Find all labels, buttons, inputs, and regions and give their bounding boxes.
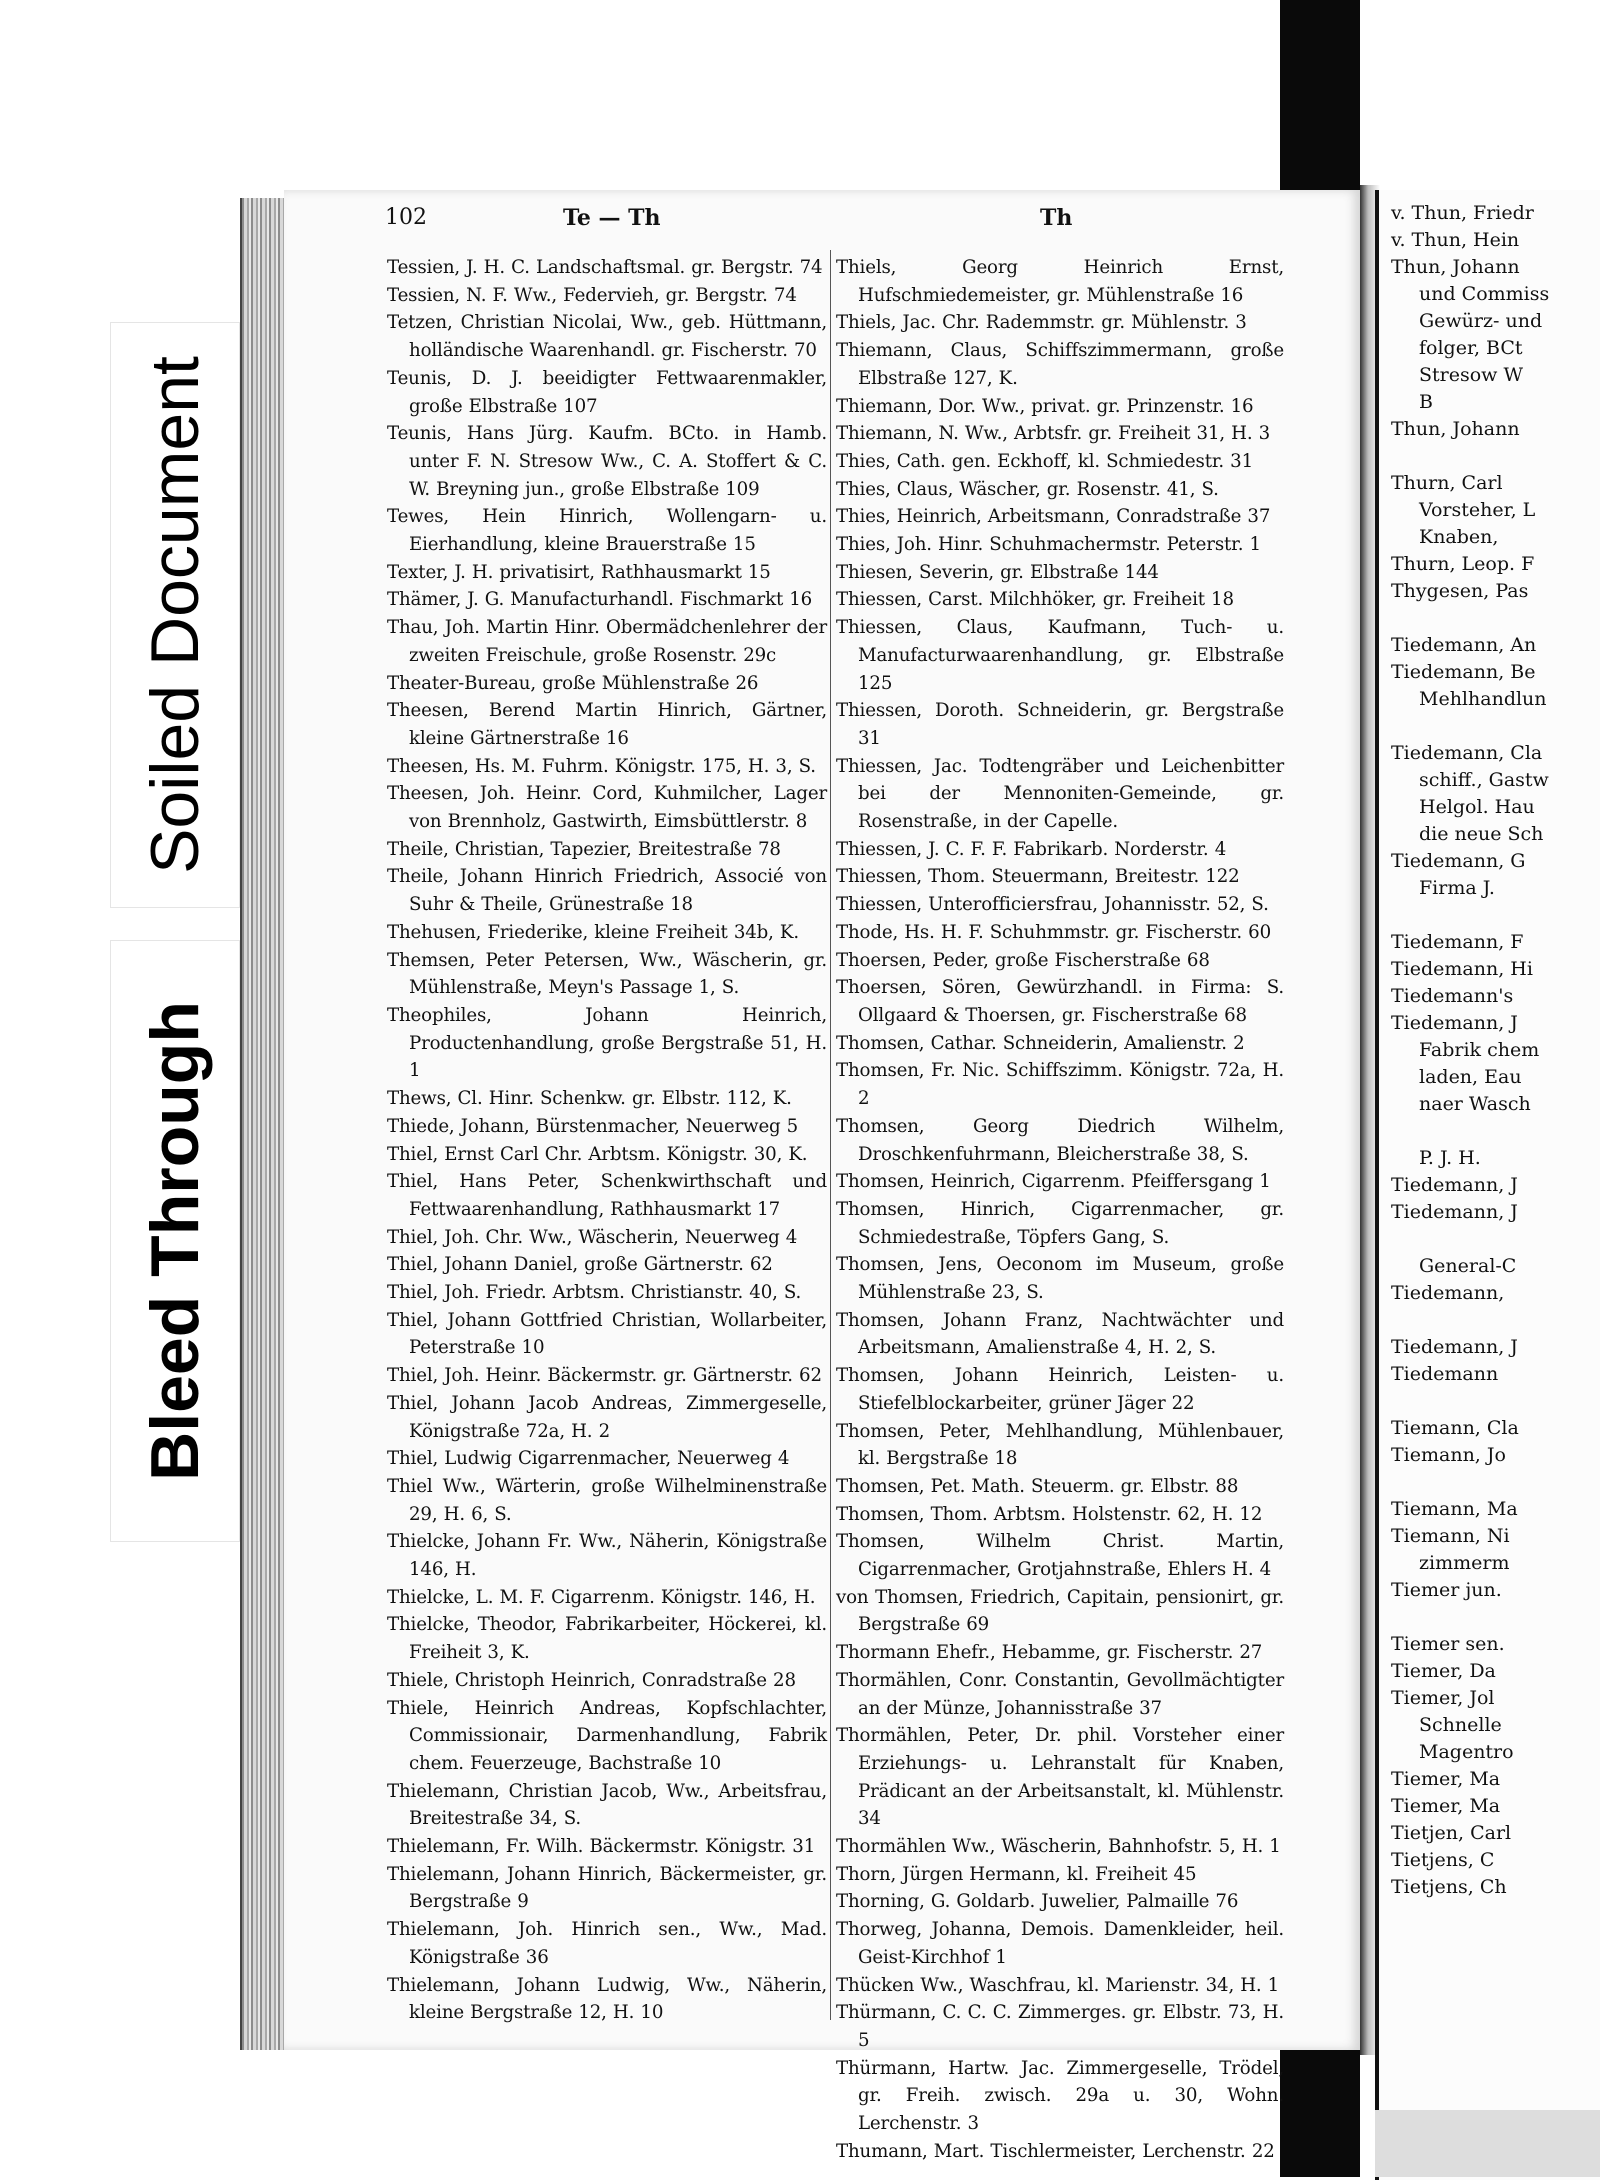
directory-entry: Thiele, Heinrich Andreas, Kopfschlachter, Commissionair, Darmenhandlung, Fabrik chem. Feuerzeuge, Bachstraße 10 bbox=[387, 1697, 827, 1774]
directory-entry: Thiel, Johann Daniel, große Gärtnerstr. 62 bbox=[387, 1254, 773, 1276]
directory-entry: Theesen, Hs. M. Fuhrm. Königstr. 175, H. 3, S. bbox=[387, 755, 816, 777]
directory-entry: Thormählen, Peter, Dr. phil. Vorsteher einer Erziehungs- u. Lehranstalt für Knaben, Prädicant an der Arbeitsanstalt, kl. Mühlenstr. 34 bbox=[836, 1725, 1284, 1830]
facing-page-fragment: Tiedemann, F bbox=[1391, 931, 1524, 953]
facing-page-fragment: Thun, Johann bbox=[1391, 256, 1520, 278]
directory-entry: Thürmann, C. C. C. Zimmerges. gr. Elbstr. 73, H. 5 bbox=[836, 2002, 1284, 2051]
facing-page-fragment: Tiedemann, G bbox=[1391, 850, 1526, 872]
directory-entry: Thielemann, Christian Jacob, Ww., Arbeitsfrau, Breitestraße 34, S. bbox=[387, 1780, 827, 1830]
facing-page-fragment: Tiedemann, An bbox=[1391, 634, 1537, 656]
facing-page-fragment: laden, Eau bbox=[1419, 1066, 1522, 1088]
directory-entry: Thielemann, Fr. Wilh. Bäckermstr. Königstr. 31 bbox=[387, 1836, 816, 1858]
directory-entry: Thiessen, Thom. Steuermann, Breitestr. 122 bbox=[836, 866, 1240, 888]
facing-page-fragment: P. J. H. bbox=[1419, 1147, 1481, 1169]
directory-entry: Thiesen, Severin, gr. Elbstraße 144 bbox=[836, 561, 1159, 583]
directory-entry: Thiede, Johann, Bürstenmacher, Neuerweg 5 bbox=[387, 1115, 799, 1137]
directory-entry: Thiessen, J. C. F. F. Fabrikarb. Norderstr. 4 bbox=[836, 838, 1227, 860]
directory-entry: Theile, Christian, Tapezier, Breitestraße 78 bbox=[387, 838, 781, 860]
directory-entry: Thiessen, Jac. Todtengräber und Leichenbitter bei der Mennoniten-Gemeinde, gr. Rosenstraße, in der Capelle. bbox=[836, 755, 1284, 833]
directory-entry: Thiel, Johann Jacob Andreas, Zimmergeselle, Königstraße 72a, H. 2 bbox=[387, 1392, 827, 1442]
facing-page-fragment: die neue Sch bbox=[1419, 823, 1544, 845]
facing-page-fragment: Thun, Johann bbox=[1391, 418, 1520, 440]
facing-page-fragment: v. Thun, Friedr bbox=[1391, 202, 1534, 224]
facing-page-fragment: Tiemer jun. bbox=[1391, 1579, 1502, 1601]
directory-entry: Texter, J. H. privatisirt, Rathhausmarkt 15 bbox=[387, 561, 771, 583]
facing-page-fragment: Tiemann, Ni bbox=[1391, 1525, 1510, 1547]
directory-entry: Thomsen, Johann Heinrich, Leisten- u. Stiefelblockarbeiter, grüner Jäger 22 bbox=[836, 1365, 1284, 1414]
right-directory-column bbox=[836, 254, 1284, 2166]
facing-page-fragment: General-C bbox=[1419, 1255, 1517, 1277]
directory-entry: Thielemann, Johann Hinrich, Bäckermeister, gr. Bergstraße 9 bbox=[387, 1863, 827, 1913]
directory-entry: Thehusen, Friederike, kleine Freiheit 34b, K. bbox=[387, 921, 799, 943]
directory-entry: Thiessen, Claus, Kaufmann, Tuch- u. Manufacturwaarenhandlung, gr. Elbstraße 125 bbox=[836, 617, 1284, 694]
directory-entry: Tewes, Hein Hinrich, Wollengarn- u. Eierhandlung, kleine Brauerstraße 15 bbox=[387, 506, 827, 556]
column-divider bbox=[830, 250, 831, 2020]
facing-page-fragment: folger, BCt bbox=[1419, 337, 1523, 359]
facing-page-fragment: Thygesen, Pas bbox=[1391, 580, 1529, 602]
directory-entry: Thode, Hs. H. F. Schuhmmstr. gr. Fischerstr. 60 bbox=[836, 921, 1271, 943]
directory-entry: Thoersen, Peder, große Fischerstraße 68 bbox=[836, 949, 1210, 971]
facing-page-fragment: Tiemer sen. bbox=[1391, 1633, 1505, 1655]
directory-entry: Thiessen, Unterofficiersfrau, Johannisstr. 52, S. bbox=[836, 894, 1269, 916]
directory-entry: Thies, Claus, Wäscher, gr. Rosenstr. 41, S. bbox=[836, 478, 1219, 500]
directory-entry: Thiels, Jac. Chr. Rademmstr. gr. Mühlenstr. 3 bbox=[836, 312, 1247, 334]
facing-page-fragment: Tiedemann, J bbox=[1391, 1012, 1518, 1034]
facing-page-fragment: und Commiss bbox=[1419, 283, 1550, 305]
directory-entry: Thorning, G. Goldarb. Juwelier, Palmaille 76 bbox=[836, 1891, 1239, 1913]
facing-page-fragment: Tiedemann's bbox=[1391, 985, 1514, 1007]
facing-page-fragment: Knaben, bbox=[1419, 526, 1499, 548]
directory-entry: Theater-Bureau, große Mühlenstraße 26 bbox=[387, 672, 759, 694]
directory-entry: Thau, Joh. Martin Hinr. Obermädchenlehrer der zweiten Freischule, große Rosenstr. 29c bbox=[387, 617, 827, 666]
facing-page-fragment: Tiemer, Jol bbox=[1391, 1687, 1495, 1709]
directory-entry: Thomsen, Jens, Oeconom im Museum, große Mühlenstraße 23, S. bbox=[836, 1254, 1284, 1304]
directory-entry: Thews, Cl. Hinr. Schenkw. gr. Elbstr. 112, K. bbox=[387, 1088, 792, 1110]
directory-entry: Thomsen, Pet. Math. Steuerm. gr. Elbstr. 88 bbox=[836, 1475, 1239, 1497]
directory-entry: Thielemann, Joh. Hinrich sen., Ww., Mad. Königstraße 36 bbox=[387, 1919, 827, 1968]
bleed-through-label bbox=[110, 940, 240, 1542]
facing-page-fragment: Tiedemann bbox=[1391, 1363, 1499, 1385]
directory-entry: Thielcke, Theodor, Fabrikarbeiter, Höckerei, kl. Freiheit 3, K. bbox=[387, 1614, 827, 1664]
facing-page-fragment: Tiedemann, Hi bbox=[1391, 958, 1533, 980]
facing-page-fragment: Tiedemann, J bbox=[1391, 1201, 1518, 1223]
facing-page-fragment: Stresow W bbox=[1419, 364, 1523, 386]
facing-page-fragment: Tiedemann, J bbox=[1391, 1174, 1518, 1196]
facing-page-fragment: Vorsteher, L bbox=[1419, 499, 1536, 521]
facing-page-fragment: Tietjens, C bbox=[1391, 1849, 1495, 1871]
facing-page-fragment: Tiemann, Ma bbox=[1391, 1498, 1518, 1520]
directory-entry: Thomsen, Heinrich, Cigarrenm. Pfeiffersgang 1 bbox=[836, 1171, 1271, 1193]
facing-page-fragment: Helgol. Hau bbox=[1419, 796, 1535, 818]
left-directory-column bbox=[387, 254, 827, 2027]
facing-page-fragment: Mehlhandlun bbox=[1419, 688, 1547, 710]
directory-entry: Thürmann, Hartw. Jac. Zimmergeselle, Trödel, gr. Freih. zwisch. 29a u. 30, Wohn. Lerchenstr. 3 bbox=[836, 2057, 1284, 2135]
facing-page-fragment: Tiedemann, J bbox=[1391, 1336, 1518, 1358]
directory-entry: Thiel, Joh. Chr. Ww., Wäscherin, Neuerweg 4 bbox=[387, 1226, 798, 1248]
directory-entry: Thiessen, Doroth. Schneiderin, gr. Bergstraße 31 bbox=[836, 700, 1284, 749]
facing-page-fragment: Thurn, Carl bbox=[1391, 472, 1503, 494]
left-running-head: Te — Th bbox=[563, 205, 661, 231]
right-running-head: Th bbox=[1040, 205, 1073, 231]
facing-page-fragment: Tiemer, Da bbox=[1391, 1660, 1496, 1682]
directory-entry: Thomsen, Georg Diedrich Wilhelm, Droschkenfuhrmann, Bleicherstraße 38, S. bbox=[836, 1115, 1284, 1165]
facing-page-fragment: zimmerm bbox=[1419, 1552, 1510, 1574]
facing-page-fragment: Tiemann, Jo bbox=[1391, 1444, 1506, 1466]
directory-entry: Thiemann, N. Ww., Arbtsfr. gr. Freiheit 31, H. 3 bbox=[836, 423, 1271, 445]
directory-entry: Theesen, Berend Martin Hinrich, Gärtner, kleine Gärtnerstraße 16 bbox=[387, 700, 827, 749]
directory-entry: Theesen, Joh. Heinr. Cord, Kuhmilcher, Lager von Brennholz, Gastwirth, Eimsbüttlerstr. 8 bbox=[387, 783, 827, 833]
directory-entry: Themsen, Peter Petersen, Ww., Wäscherin, gr. Mühlenstraße, Meyn's Passage 1, S. bbox=[387, 949, 827, 999]
facing-page-fragment: Tiedemann, bbox=[1391, 1282, 1505, 1304]
directory-entry: Thormählen, Conr. Constantin, Gevollmächtigter an der Münze, Johannisstraße 37 bbox=[836, 1669, 1284, 1719]
directory-entry: Thomsen, Cathar. Schneiderin, Amalienstr. 2 bbox=[836, 1032, 1245, 1054]
facing-page-fragment: Tiedemann, Cla bbox=[1391, 742, 1543, 764]
facing-page-fragment: Tiemer, Ma bbox=[1391, 1768, 1501, 1790]
directory-entry: Theile, Johann Hinrich Friedrich, Associé von Suhr & Theile, Grünestraße 18 bbox=[387, 866, 827, 916]
directory-entry: Thies, Cath. gen. Eckhoff, kl. Schmiedestr. 31 bbox=[836, 450, 1254, 472]
directory-entry: Thiel, Joh. Friedr. Arbtsm. Christianstr. 40, S. bbox=[387, 1282, 802, 1304]
directory-entry: Thiemann, Dor. Ww., privat. gr. Prinzenstr. 16 bbox=[836, 395, 1254, 417]
directory-entry: Thomsen, Hinrich, Cigarrenmacher, gr. Schmiedestraße, Töpfers Gang, S. bbox=[836, 1198, 1284, 1248]
directory-entry: Tessien, J. H. C. Landschaftsmal. gr. Bergstr. 74 bbox=[387, 257, 823, 278]
facing-page-fragment: Magentro bbox=[1419, 1741, 1514, 1763]
facing-page-fragment: Tiedemann, Be bbox=[1391, 661, 1536, 683]
directory-entry: Thumann, Mart. Tischlermeister, Lerchenstr. 22 bbox=[836, 2140, 1275, 2162]
directory-entry: Thies, Heinrich, Arbeitsmann, Conradstraße 37 bbox=[836, 506, 1271, 528]
facing-page-fragment: schiff., Gastw bbox=[1419, 769, 1549, 791]
facing-page-fragment: Fabrik chem bbox=[1419, 1039, 1540, 1061]
facing-page-fragment: Tietjens, Ch bbox=[1391, 1876, 1507, 1898]
facing-page-fragment: Firma J. bbox=[1419, 877, 1495, 899]
facing-page-fragment: B bbox=[1419, 391, 1433, 413]
directory-entry: Thomsen, Fr. Nic. Schiffszimm. Königstr. 72a, H. 2 bbox=[836, 1060, 1284, 1110]
scan-top-margin bbox=[1350, 0, 1600, 130]
scan-bottom-margin bbox=[1375, 2110, 1600, 2177]
directory-entry: Thiel, Ernst Carl Chr. Arbtsm. Königstr. 30, K. bbox=[387, 1143, 808, 1165]
facing-page-fragment: Tiemer, Ma bbox=[1391, 1795, 1501, 1817]
directory-entry: Teunis, Hans Jürg. Kaufm. BCto. in Hamb. unter F. N. Stresow Ww., C. A. Stoffert & C. W. Breyning jun., große Elbstraße 109 bbox=[387, 423, 827, 500]
facing-page-fragment: naer Wasch bbox=[1419, 1093, 1531, 1115]
directory-entry: Thiel Ww., Wärterin, große Wilhelminenstraße 29, H. 6, S. bbox=[387, 1475, 827, 1525]
directory-entry: Thiele, Christoph Heinrich, Conradstraße 28 bbox=[387, 1669, 796, 1691]
page-number: 102 bbox=[385, 205, 427, 230]
soiled-document-label bbox=[110, 322, 240, 908]
bleed-through-label-text: Bleed Through bbox=[137, 1001, 214, 1481]
directory-entry: Thielcke, Johann Fr. Ww., Näherin, Königstraße 146, H. bbox=[387, 1531, 827, 1581]
directory-entry: Tessien, N. F. Ww., Federvieh, gr. Bergstr. 74 bbox=[387, 284, 797, 306]
directory-entry: Thämer, J. G. Manufacturhandl. Fischmarkt 16 bbox=[387, 589, 813, 611]
directory-entry: Thiel, Ludwig Cigarrenmacher, Neuerweg 4 bbox=[387, 1448, 790, 1470]
directory-entry: Thormann Ehefr., Hebamme, gr. Fischerstr. 27 bbox=[836, 1642, 1263, 1664]
directory-entry: Thorweg, Johanna, Demois. Damenkleider, heil. Geist-Kirchhof 1 bbox=[836, 1919, 1284, 1968]
facing-page-fragment: Tietjen, Carl bbox=[1391, 1822, 1512, 1844]
directory-entry: Thiel, Hans Peter, Schenkwirthschaft und Fettwaarenhandlung, Rathhausmarkt 17 bbox=[387, 1171, 827, 1220]
directory-entry: Thomsen, Johann Franz, Nachtwächter und Arbeitsmann, Amalienstraße 4, H. 2, S. bbox=[836, 1309, 1284, 1359]
directory-entry: Thies, Joh. Hinr. Schuhmachermstr. Peterstr. 1 bbox=[836, 534, 1261, 556]
facing-page-fragment: Tiemann, Cla bbox=[1391, 1417, 1519, 1439]
directory-entry: Thormählen Ww., Wäscherin, Bahnhofstr. 5, H. 1 bbox=[836, 1836, 1281, 1858]
directory-entry: Thomsen, Thom. Arbtsm. Holstenstr. 62, H. 12 bbox=[836, 1503, 1263, 1525]
facing-page-fragment: Schnelle bbox=[1419, 1714, 1502, 1736]
directory-entry: Tetzen, Christian Nicolai, Ww., geb. Hüttmann, holländische Waarenhandl. gr. Fischerstr. 70 bbox=[387, 312, 827, 362]
soiled-document-label-text: Soiled Document bbox=[137, 356, 213, 874]
facing-page bbox=[1375, 190, 1600, 2180]
directory-entry: Thiemann, Claus, Schiffszimmermann, große Elbstraße 127, K. bbox=[836, 340, 1284, 389]
directory-entry: Thielemann, Johann Ludwig, Ww., Näherin, kleine Bergstraße 12, H. 10 bbox=[387, 1974, 827, 2024]
directory-entry: Thomsen, Wilhelm Christ. Martin, Cigarrenmacher, Grotjahnstraße, Ehlers H. 4 bbox=[836, 1531, 1284, 1581]
directory-entry: Thomsen, Peter, Mehlhandlung, Mühlenbauer, kl. Bergstraße 18 bbox=[836, 1420, 1284, 1470]
directory-entry: Thiel, Joh. Heinr. Bäckermstr. gr. Gärtnerstr. 62 bbox=[387, 1365, 822, 1387]
directory-entry: Thiel, Johann Gottfried Christian, Wollarbeiter, Peterstraße 10 bbox=[387, 1309, 827, 1359]
directory-entry: Thiels, Georg Heinrich Ernst, Hufschmiedemeister, gr. Mühlenstraße 16 bbox=[836, 257, 1284, 306]
directory-entry: Theophiles, Johann Heinrich, Productenhandlung, große Bergstraße 51, H. 1 bbox=[387, 1004, 827, 1082]
facing-page-fragment: Thurn, Leop. F bbox=[1391, 553, 1535, 575]
directory-entry: Thiessen, Carst. Milchhöker, gr. Freiheit 18 bbox=[836, 589, 1234, 611]
facing-page-fragment: Gewürz- und bbox=[1419, 310, 1543, 332]
page-stack-edge bbox=[240, 198, 288, 2050]
directory-entry: Thücken Ww., Waschfrau, kl. Marienstr. 34, H. 1 bbox=[836, 1974, 1280, 1996]
directory-entry: Thielcke, L. M. F. Cigarrenm. Königstr. 146, H. bbox=[387, 1586, 816, 1608]
directory-entry: Thoersen, Sören, Gewürzhandl. in Firma: S. Ollgaard & Thoersen, gr. Fischerstraße 68 bbox=[836, 977, 1284, 1026]
directory-entry: Thorn, Jürgen Hermann, kl. Freiheit 45 bbox=[836, 1863, 1197, 1885]
facing-page-fragment: v. Thun, Hein bbox=[1391, 229, 1520, 251]
page-header bbox=[385, 205, 1285, 237]
directory-entry: von Thomsen, Friedrich, Capitain, pensionirt, gr. Bergstraße 69 bbox=[836, 1586, 1284, 1636]
directory-entry: Teunis, D. J. beeidigter Fettwaarenmakler, große Elbstraße 107 bbox=[387, 367, 827, 417]
